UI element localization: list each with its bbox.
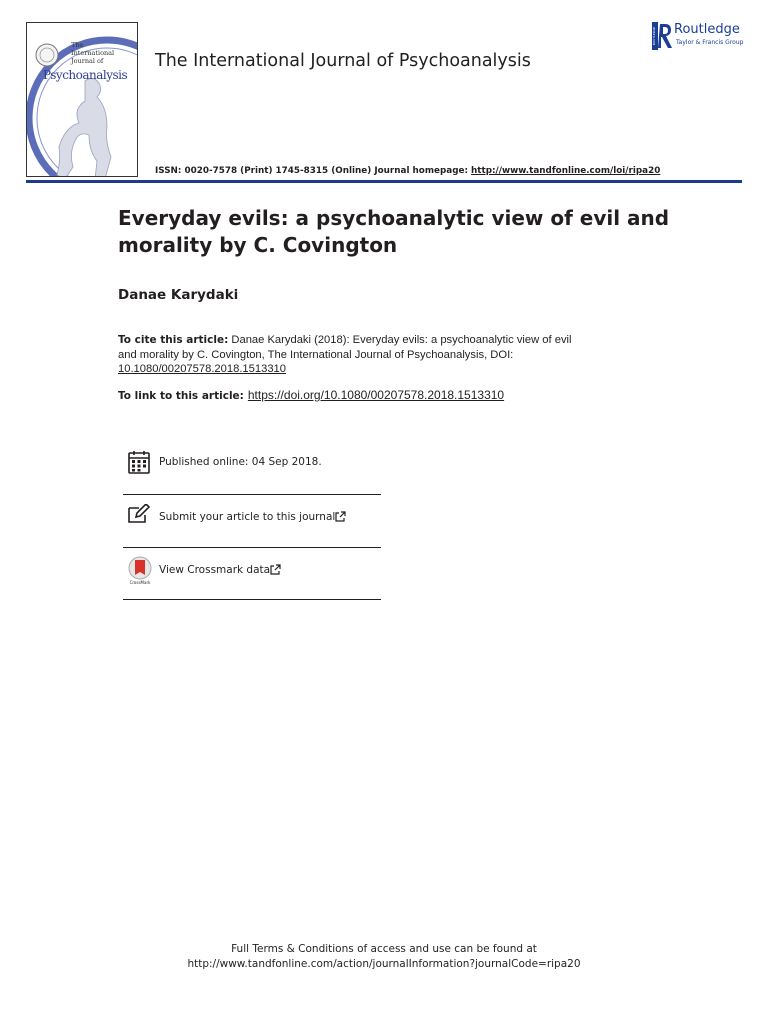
journal-cover-image [26, 22, 138, 177]
article-link-line [118, 388, 504, 402]
publisher-tagline: Taylor & Francis Group [676, 39, 744, 46]
article-doi-link[interactable]: https://doi.org/10.1080/00207578.2018.1513310 [247, 388, 505, 402]
citation-block [118, 333, 588, 377]
cover-title: Psychoanalysis [43, 68, 128, 82]
publisher-vertical-text: ROUTLEDGE [652, 26, 656, 46]
article-title: Everyday evils: a psychoanalytic view of evil and morality by C. Covington [118, 206, 670, 257]
citation-text: Danae Karydaki (2018): Everyday evils: a psychoanalytic view of evil and morality by C. Covington, The International Journal of Psychoanalysis, DOI: [118, 334, 572, 361]
article-author: Danae Karydaki [118, 287, 239, 303]
footer-line: Full Terms & Conditions of access and use can be found at [231, 943, 537, 955]
footer-terms [0, 942, 768, 972]
issn-text: ISSN: 0020-7578 (Print) 1745-8315 (Online) Journal homepage: [155, 166, 472, 176]
header-divider [26, 180, 742, 183]
crossmark-icon [127, 556, 153, 586]
submit-article-link[interactable] [123, 503, 381, 531]
external-link-icon [270, 564, 281, 575]
publisher-logo[interactable] [652, 22, 752, 52]
calendar-icon [128, 450, 150, 474]
divider [123, 494, 381, 495]
citation-label: To cite this article: [118, 334, 229, 346]
journal-homepage-link[interactable]: http://www.tandfonline.com/loi/ripa20 [471, 166, 661, 176]
citation-doi-link[interactable]: 10.1080/00207578.2018.1513310 [118, 363, 286, 375]
cover-text-line: Journal of [71, 57, 104, 65]
submit-article-label: Submit your article to this journal [159, 511, 336, 523]
divider [123, 547, 381, 548]
divider [123, 599, 381, 600]
issn-line [155, 166, 660, 176]
published-row [123, 450, 381, 478]
journal-title: The International Journal of Psychoanalysis [155, 51, 531, 71]
cover-text-line: The [71, 41, 84, 49]
crossmark-badge-text: CrossMark [129, 580, 151, 585]
cover-text-line: International [71, 49, 115, 57]
routledge-r-icon [652, 22, 672, 50]
crossmark-label: View Crossmark data [159, 564, 271, 576]
publisher-name: Routledge [674, 22, 740, 37]
link-label: To link to this article: [118, 390, 244, 402]
external-link-icon [335, 511, 346, 522]
crossmark-link[interactable] [123, 556, 381, 586]
published-date: Published online: 04 Sep 2018. [159, 456, 322, 468]
footer-terms-link[interactable]: http://www.tandfonline.com/action/journalInformation?journalCode=ripa20 [187, 958, 581, 970]
edit-icon [127, 504, 151, 524]
